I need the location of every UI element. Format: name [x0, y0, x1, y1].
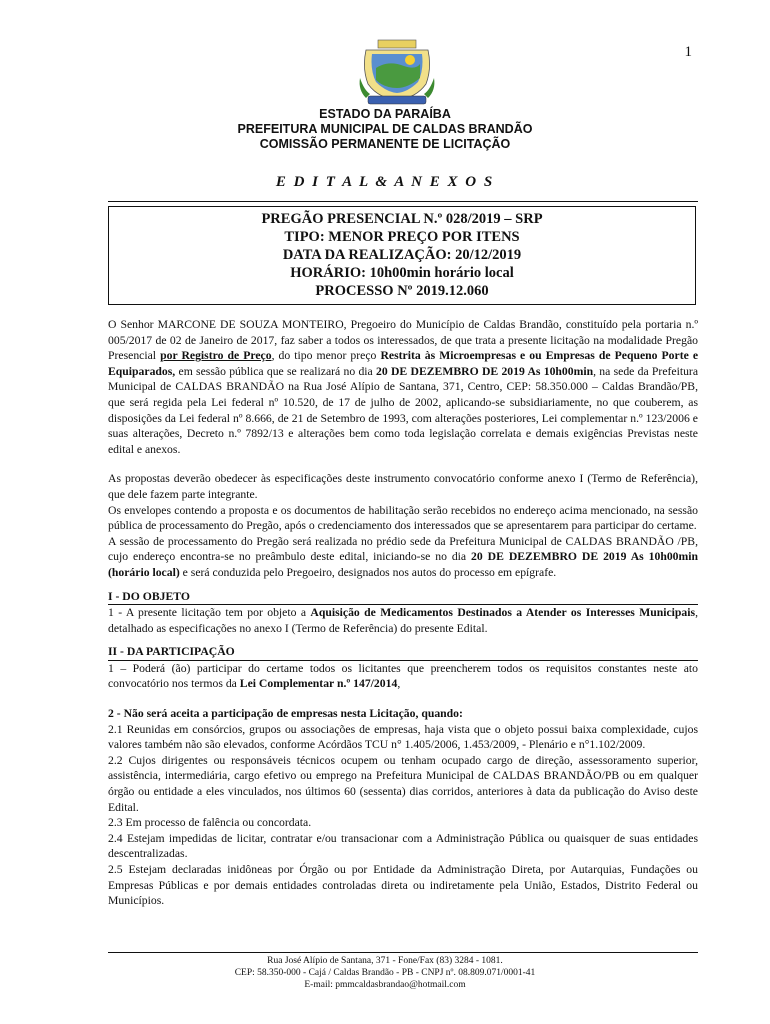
header-prefecture: PREFEITURA MUNICIPAL DE CALDAS BRANDÃO — [237, 122, 533, 136]
participacao-paragraph-1: 1 – Poderá (ão) participar do certame todos os licitantes que preencherem todos os requisitos constantes neste ato convocatório nos termos da Lei Complementar n.º 147/2014, — [108, 661, 698, 691]
item-2-3: 2.3 Em processo de falência ou concordata. — [108, 816, 312, 830]
header-commission: COMISSÃO PERMANENTE DE LICITAÇÃO — [259, 137, 511, 151]
document-header — [0, 107, 770, 152]
intro-paragraph-4: A sessão de processamento do Pregão será realizada no prédio sede da Prefeitura Municipal de CALDAS BRANDÃO /PB, cujo endereço encontra-se no preâmbulo deste edital, iniciando-se no dia 20 DE DEZEMBRO DE 2019 As 10h00min (horário local) e será conduzida pelo Pregoeiro, designados nos autos do processo em epígrafe. — [108, 534, 699, 579]
item-2-1: 2.1 Reunidas em consórcios, grupos ou associações de empresas, haja vista que o objeto possui baixa complexidade, cujos valores também não são elevados, conforme Acórdãos TCU n° 1.405/2006, 1.453/2009, - Plenário e n°1.102/2009. — [108, 722, 698, 752]
intro-paragraph-1: O Senhor MARCONE DE SOUZA MONTEIRO, Pregoeiro do Município de Caldas Brandão, constituído pela portaria n.º 005/2017 de 02 de Janeiro de 2017, faz saber a todos os interessados, de que trata a presente licitação na modalidade Pregão Presencial por Registro de Preço, do tipo menor preço Restrita às Microempresas e ou Empresas de Pequeno Porte e Equiparados, em sessão pública que se realizará no dia 20 DE DEZEMBRO DE 2019 As 10h00min, na sede da Prefeitura Municipal de CALDAS BRANDÃO na Rua José Alípio de Santana, 371, Centro, CEP: 58.350.000 – Caldas Brandão/PB, que será regida pela Lei federal nº 10.520, de 17 de julho de 2002, aplicando-se subsidiariamente, no que couberem, as disposições da Lei federal nº 8.666, de 21 de Setembro de 1993, com alterações posteriores, Lei complementar n.º 123/2006 e suas alterações, Decreto n.º 7892/13 e alterações bem como toda legislação correlata e demais exigências Previstas neste edital e anexos. — [108, 318, 699, 456]
section-heading-objeto: I - DO OBJETO — [108, 589, 698, 606]
box-tipo: TIPO: MENOR PREÇO POR ITENS — [284, 229, 520, 245]
document-footer — [0, 955, 770, 991]
footer-cep-cnpj: CEP: 58.350-000 - Cajá / Caldas Brandão - PB - CNPJ nº. 08.809.071/0001-41 — [234, 968, 536, 978]
box-horario: HORÁRIO: 10h00min horário local — [290, 265, 514, 281]
item-2-4: 2.4 Estejam impedidas de licitar, contratar e/ou transacionar com a Administração Pública ou quaisquer de suas entidades descentralizadas. — [108, 831, 698, 861]
footer-address: Rua José Alípio de Santana, 371 - Fone/Fax (83) 3284 - 1081. — [267, 956, 503, 966]
intro-paragraph-2: As propostas deverão obedecer às especificações deste instrumento convocatório conforme anexo I (Termo de Referência), que dele fazem parte integrante. — [108, 472, 698, 501]
procurement-info-box — [108, 206, 696, 305]
footer-email: E-mail: pmmcaldasbrandao@hotmail.com — [304, 980, 466, 990]
municipal-crest-logo — [358, 38, 436, 106]
document-body — [108, 317, 698, 909]
edital-title: E D I T A L & A N E X O S — [275, 174, 495, 190]
objeto-paragraph: 1 - A presente licitação tem por objeto a Aquisição de Medicamentos Destinados a Atender os Interesses Municipais, detalhado as especificações no anexo I (Termo de Referência) do presente Edital. — [108, 606, 698, 635]
intro-paragraph-3: Os envelopes contendo a proposta e os documentos de habilitação serão recebidos no endereço acima mencionado, na sessão pública de processamento do Pregão, após o credenciamento dos interessados que se apresentarem para participar do certame. — [108, 503, 698, 533]
page-number: 1 — [684, 44, 692, 60]
footer-divider — [108, 952, 698, 953]
participacao-subheading: 2 - Não será aceita a participação de empresas nesta Licitação, quando: — [108, 707, 463, 721]
box-pregao: PREGÃO PRESENCIAL N.º 028/2019 – SRP — [261, 211, 543, 227]
header-state: ESTADO DA PARAÍBA — [319, 107, 451, 121]
item-2-5: 2.5 Estejam declaradas inidôneas por Órgão ou por Entidade da Administração Direta, por Autarquias, Fundações ou Empresas Públicas e por demais entidades controladas direta ou indiretamente pela União, Estados, Distrito Federal ou Municípios. — [108, 863, 698, 908]
section-heading-participacao: II - DA PARTICIPAÇÃO — [108, 644, 698, 661]
title-divider — [108, 201, 698, 202]
box-processo: PROCESSO Nº 2019.12.060 — [315, 283, 489, 299]
item-2-2: 2.2 Cujos dirigentes ou responsáveis técnicos ocupem ou tenham ocupado cargo de direção, assessoramento superior, assistência, intermediária, cargo efetivo ou emprego na Prefeitura Municipal de CALDAS BRANDÃO/PB ou em qualquer órgão ou entidade a eles vinculados, nos últimos 60 (sessenta) dias corridos, anteriores à data da publicação do Aviso deste Edital. — [108, 753, 698, 814]
box-data: DATA DA REALIZAÇÃO: 20/12/2019 — [282, 247, 522, 263]
